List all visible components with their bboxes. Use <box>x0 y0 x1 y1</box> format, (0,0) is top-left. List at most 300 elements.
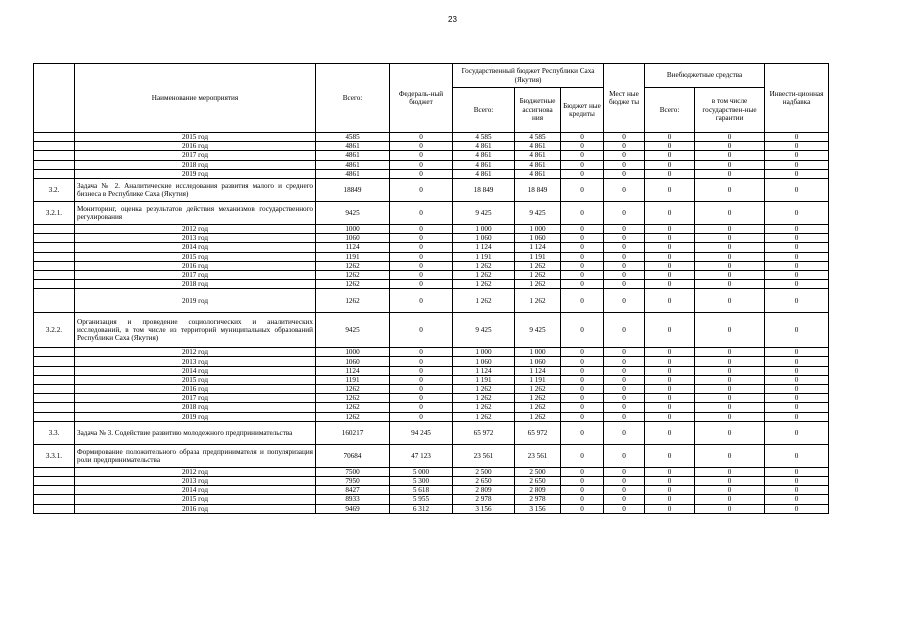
row-number <box>34 366 75 375</box>
cell-local: 0 <box>604 394 645 403</box>
cell-total: 1262 <box>316 261 390 270</box>
table-row <box>34 142 829 151</box>
cell-credits: 0 <box>561 160 604 169</box>
table-row <box>34 421 829 444</box>
cell-invest: 0 <box>765 467 829 476</box>
table-row <box>34 366 829 375</box>
cell-extra: 0 <box>645 403 695 412</box>
cell-local: 0 <box>604 467 645 476</box>
row-name: 2014 год <box>75 366 316 375</box>
cell-federal: 0 <box>390 385 453 394</box>
cell-local: 0 <box>604 421 645 444</box>
cell-credits: 0 <box>561 366 604 375</box>
cell-total: 1262 <box>316 412 390 421</box>
header-state-total: Всего: <box>453 88 515 133</box>
cell-guar: 0 <box>695 403 765 412</box>
cell-local: 0 <box>604 261 645 270</box>
cell-state: 3 156 <box>453 504 515 513</box>
cell-state: 4 861 <box>453 160 515 169</box>
cell-alloc: 2 500 <box>515 467 561 476</box>
cell-extra: 0 <box>645 467 695 476</box>
table-row <box>34 467 829 476</box>
cell-guar: 0 <box>695 486 765 495</box>
cell-state: 1 191 <box>453 375 515 384</box>
cell-local: 0 <box>604 313 645 348</box>
cell-alloc: 1 262 <box>515 385 561 394</box>
cell-credits: 0 <box>561 486 604 495</box>
cell-state: 1 060 <box>453 234 515 243</box>
cell-alloc: 2 978 <box>515 495 561 504</box>
cell-local: 0 <box>604 252 645 261</box>
cell-invest: 0 <box>765 403 829 412</box>
cell-extra: 0 <box>645 270 695 279</box>
cell-invest: 0 <box>765 280 829 289</box>
cell-state: 1 262 <box>453 280 515 289</box>
cell-state: 4 861 <box>453 169 515 178</box>
row-name: 2012 год <box>75 224 316 233</box>
cell-invest: 0 <box>765 142 829 151</box>
table-row <box>34 444 829 467</box>
cell-state: 1 000 <box>453 348 515 357</box>
cell-invest: 0 <box>765 348 829 357</box>
cell-invest: 0 <box>765 394 829 403</box>
cell-invest: 0 <box>765 385 829 394</box>
table-row <box>34 394 829 403</box>
cell-invest: 0 <box>765 476 829 485</box>
cell-total: 1262 <box>316 403 390 412</box>
table-row <box>34 234 829 243</box>
header-extra: Внебюджетные средства <box>645 64 765 88</box>
cell-state: 23 561 <box>453 444 515 467</box>
cell-invest: 0 <box>765 261 829 270</box>
cell-alloc: 9 425 <box>515 201 561 224</box>
cell-invest: 0 <box>765 421 829 444</box>
cell-local: 0 <box>604 486 645 495</box>
table-row <box>34 504 829 513</box>
cell-extra: 0 <box>645 252 695 261</box>
cell-total: 4861 <box>316 169 390 178</box>
cell-local: 0 <box>604 412 645 421</box>
cell-local: 0 <box>604 504 645 513</box>
cell-total: 18849 <box>316 178 390 201</box>
row-name: 2015 год <box>75 495 316 504</box>
row-name: Задача № 2. Аналитические исследования развития малого и среднего бизнеса в Республике Саха (Якутия) <box>75 178 316 201</box>
cell-guar: 0 <box>695 412 765 421</box>
cell-alloc: 9 425 <box>515 313 561 348</box>
cell-state: 2 500 <box>453 467 515 476</box>
cell-state: 1 262 <box>453 412 515 421</box>
table-row <box>34 151 829 160</box>
cell-total: 1060 <box>316 234 390 243</box>
cell-alloc: 18 849 <box>515 178 561 201</box>
cell-local: 0 <box>604 357 645 366</box>
cell-guar: 0 <box>695 151 765 160</box>
cell-extra: 0 <box>645 375 695 384</box>
table-row <box>34 357 829 366</box>
cell-state: 1 191 <box>453 252 515 261</box>
cell-total: 4585 <box>316 133 390 142</box>
table-row <box>34 476 829 485</box>
cell-local: 0 <box>604 178 645 201</box>
table-row <box>34 224 829 233</box>
cell-alloc: 23 561 <box>515 444 561 467</box>
header-state-allocations: Бюджетные ассигнова ния <box>515 88 561 133</box>
row-number <box>34 394 75 403</box>
cell-total: 1191 <box>316 252 390 261</box>
cell-invest: 0 <box>765 133 829 142</box>
cell-credits: 0 <box>561 243 604 252</box>
cell-total: 1191 <box>316 375 390 384</box>
cell-local: 0 <box>604 201 645 224</box>
cell-credits: 0 <box>561 348 604 357</box>
cell-alloc: 1 262 <box>515 403 561 412</box>
cell-alloc: 1 000 <box>515 348 561 357</box>
row-name: 2013 год <box>75 357 316 366</box>
row-name: 2016 год <box>75 504 316 513</box>
cell-federal: 0 <box>390 224 453 233</box>
cell-federal: 0 <box>390 252 453 261</box>
cell-federal: 0 <box>390 201 453 224</box>
cell-invest: 0 <box>765 201 829 224</box>
cell-federal: 0 <box>390 412 453 421</box>
cell-credits: 0 <box>561 385 604 394</box>
cell-invest: 0 <box>765 313 829 348</box>
row-name: Мониторинг, оценка результатов действия механизмов государственного регулирования <box>75 201 316 224</box>
cell-federal: 0 <box>390 280 453 289</box>
cell-guar: 0 <box>695 385 765 394</box>
cell-state: 1 262 <box>453 261 515 270</box>
cell-credits: 0 <box>561 504 604 513</box>
cell-credits: 0 <box>561 394 604 403</box>
cell-local: 0 <box>604 375 645 384</box>
cell-extra: 0 <box>645 357 695 366</box>
cell-local: 0 <box>604 224 645 233</box>
cell-credits: 0 <box>561 357 604 366</box>
cell-credits: 0 <box>561 444 604 467</box>
cell-total: 7950 <box>316 476 390 485</box>
cell-state: 2 978 <box>453 495 515 504</box>
cell-federal: 0 <box>390 142 453 151</box>
row-number: 3.3.1. <box>34 444 75 467</box>
cell-extra: 0 <box>645 261 695 270</box>
cell-federal: 0 <box>390 243 453 252</box>
cell-guar: 0 <box>695 178 765 201</box>
cell-extra: 0 <box>645 289 695 313</box>
cell-credits: 0 <box>561 178 604 201</box>
row-name: 2012 год <box>75 467 316 476</box>
cell-guar: 0 <box>695 160 765 169</box>
cell-federal: 0 <box>390 270 453 279</box>
cell-extra: 0 <box>645 178 695 201</box>
cell-federal: 94 245 <box>390 421 453 444</box>
table-row <box>34 486 829 495</box>
cell-state: 1 262 <box>453 394 515 403</box>
cell-alloc: 1 262 <box>515 412 561 421</box>
cell-credits: 0 <box>561 289 604 313</box>
cell-federal: 0 <box>390 348 453 357</box>
row-number <box>34 133 75 142</box>
row-number <box>34 169 75 178</box>
cell-local: 0 <box>604 403 645 412</box>
cell-extra: 0 <box>645 243 695 252</box>
cell-invest: 0 <box>765 151 829 160</box>
row-number <box>34 504 75 513</box>
cell-guar: 0 <box>695 201 765 224</box>
cell-guar: 0 <box>695 169 765 178</box>
cell-federal: 5 300 <box>390 476 453 485</box>
cell-credits: 0 <box>561 313 604 348</box>
cell-guar: 0 <box>695 142 765 151</box>
header-name: Наименование мероприятия <box>75 64 316 133</box>
cell-state: 9 425 <box>453 313 515 348</box>
cell-guar: 0 <box>695 234 765 243</box>
row-name: 2016 год <box>75 385 316 394</box>
cell-federal: 0 <box>390 375 453 384</box>
table-row <box>34 178 829 201</box>
cell-local: 0 <box>604 270 645 279</box>
table-row <box>34 280 829 289</box>
budget-table <box>33 63 829 514</box>
cell-guar: 0 <box>695 270 765 279</box>
cell-local: 0 <box>604 151 645 160</box>
row-name: 2014 год <box>75 243 316 252</box>
row-number <box>34 224 75 233</box>
cell-guar: 0 <box>695 495 765 504</box>
header-number <box>34 64 75 133</box>
cell-credits: 0 <box>561 375 604 384</box>
cell-extra: 0 <box>645 160 695 169</box>
cell-guar: 0 <box>695 133 765 142</box>
cell-credits: 0 <box>561 403 604 412</box>
cell-total: 1262 <box>316 270 390 279</box>
cell-credits: 0 <box>561 412 604 421</box>
cell-invest: 0 <box>765 243 829 252</box>
cell-credits: 0 <box>561 151 604 160</box>
cell-federal: 0 <box>390 357 453 366</box>
cell-state: 1 060 <box>453 357 515 366</box>
cell-federal: 0 <box>390 403 453 412</box>
cell-invest: 0 <box>765 178 829 201</box>
cell-state: 4 861 <box>453 151 515 160</box>
cell-total: 9425 <box>316 201 390 224</box>
cell-total: 1262 <box>316 394 390 403</box>
header-federal: Федераль-ный бюджет <box>390 64 453 133</box>
cell-total: 9469 <box>316 504 390 513</box>
cell-total: 4861 <box>316 160 390 169</box>
cell-guar: 0 <box>695 348 765 357</box>
cell-alloc: 4 861 <box>515 160 561 169</box>
table-row <box>34 495 829 504</box>
row-name: 2016 год <box>75 142 316 151</box>
cell-credits: 0 <box>561 234 604 243</box>
cell-federal: 5 955 <box>390 495 453 504</box>
cell-extra: 0 <box>645 421 695 444</box>
cell-guar: 0 <box>695 444 765 467</box>
cell-alloc: 4 861 <box>515 169 561 178</box>
cell-extra: 0 <box>645 486 695 495</box>
table-row <box>34 160 829 169</box>
cell-state: 9 425 <box>453 201 515 224</box>
cell-federal: 5 000 <box>390 467 453 476</box>
cell-alloc: 1 060 <box>515 357 561 366</box>
cell-federal: 6 312 <box>390 504 453 513</box>
table-row <box>34 289 829 313</box>
cell-credits: 0 <box>561 421 604 444</box>
header-state-credits: Бюджет ные кредиты <box>561 88 604 133</box>
row-number <box>34 160 75 169</box>
cell-state: 18 849 <box>453 178 515 201</box>
cell-invest: 0 <box>765 234 829 243</box>
row-number <box>34 467 75 476</box>
cell-credits: 0 <box>561 201 604 224</box>
table-body <box>34 133 829 514</box>
cell-credits: 0 <box>561 224 604 233</box>
cell-invest: 0 <box>765 289 829 313</box>
cell-extra: 0 <box>645 444 695 467</box>
cell-extra: 0 <box>645 504 695 513</box>
row-name: 2018 год <box>75 280 316 289</box>
cell-alloc: 4 861 <box>515 151 561 160</box>
cell-alloc: 1 262 <box>515 280 561 289</box>
row-number <box>34 348 75 357</box>
cell-federal: 0 <box>390 313 453 348</box>
row-number <box>34 243 75 252</box>
cell-total: 1124 <box>316 243 390 252</box>
row-name: 2017 год <box>75 270 316 279</box>
cell-alloc: 1 191 <box>515 252 561 261</box>
row-number <box>34 270 75 279</box>
cell-extra: 0 <box>645 201 695 224</box>
cell-total: 8933 <box>316 495 390 504</box>
cell-invest: 0 <box>765 495 829 504</box>
cell-total: 1000 <box>316 348 390 357</box>
cell-federal: 47 123 <box>390 444 453 467</box>
cell-total: 160217 <box>316 421 390 444</box>
cell-guar: 0 <box>695 243 765 252</box>
cell-local: 0 <box>604 385 645 394</box>
cell-extra: 0 <box>645 169 695 178</box>
table-row <box>34 412 829 421</box>
cell-state: 65 972 <box>453 421 515 444</box>
cell-alloc: 1 124 <box>515 243 561 252</box>
row-number <box>34 403 75 412</box>
cell-invest: 0 <box>765 169 829 178</box>
cell-state: 1 262 <box>453 403 515 412</box>
cell-federal: 0 <box>390 133 453 142</box>
cell-federal: 0 <box>390 178 453 201</box>
cell-extra: 0 <box>645 280 695 289</box>
table-row <box>34 385 829 394</box>
cell-local: 0 <box>604 243 645 252</box>
cell-total: 1124 <box>316 366 390 375</box>
cell-alloc: 1 191 <box>515 375 561 384</box>
cell-federal: 0 <box>390 160 453 169</box>
cell-state: 4 585 <box>453 133 515 142</box>
cell-invest: 0 <box>765 412 829 421</box>
cell-local: 0 <box>604 289 645 313</box>
cell-credits: 0 <box>561 142 604 151</box>
cell-total: 1262 <box>316 280 390 289</box>
row-name: 2012 год <box>75 348 316 357</box>
cell-total: 1262 <box>316 289 390 313</box>
cell-state: 2 809 <box>453 486 515 495</box>
row-name: 2013 год <box>75 234 316 243</box>
row-name: 2017 год <box>75 394 316 403</box>
cell-federal: 5 618 <box>390 486 453 495</box>
table-row <box>34 348 829 357</box>
cell-extra: 0 <box>645 151 695 160</box>
row-number <box>34 142 75 151</box>
row-name: 2019 год <box>75 412 316 421</box>
cell-guar: 0 <box>695 252 765 261</box>
row-number <box>34 412 75 421</box>
row-number <box>34 495 75 504</box>
cell-guar: 0 <box>695 476 765 485</box>
cell-state: 2 650 <box>453 476 515 485</box>
table-row <box>34 252 829 261</box>
row-number <box>34 234 75 243</box>
cell-federal: 0 <box>390 261 453 270</box>
cell-total: 1000 <box>316 224 390 233</box>
cell-invest: 0 <box>765 486 829 495</box>
cell-extra: 0 <box>645 394 695 403</box>
cell-local: 0 <box>604 444 645 467</box>
header-investment: Инвести-ционная надбавка <box>765 64 829 133</box>
cell-alloc: 4 861 <box>515 142 561 151</box>
row-name: Формирование положительного образа предпринимателя и популяризация роли предпринимательства <box>75 444 316 467</box>
cell-total: 9425 <box>316 313 390 348</box>
cell-total: 1060 <box>316 357 390 366</box>
cell-extra: 0 <box>645 142 695 151</box>
row-number <box>34 280 75 289</box>
cell-guar: 0 <box>695 357 765 366</box>
cell-guar: 0 <box>695 375 765 384</box>
cell-guar: 0 <box>695 421 765 444</box>
cell-invest: 0 <box>765 160 829 169</box>
header-row-1 <box>34 64 829 88</box>
cell-state: 1 124 <box>453 366 515 375</box>
cell-alloc: 1 060 <box>515 234 561 243</box>
cell-alloc: 65 972 <box>515 421 561 444</box>
table-row <box>34 133 829 142</box>
cell-extra: 0 <box>645 224 695 233</box>
row-number <box>34 261 75 270</box>
cell-credits: 0 <box>561 495 604 504</box>
row-name: 2013 год <box>75 476 316 485</box>
cell-extra: 0 <box>645 234 695 243</box>
cell-total: 70684 <box>316 444 390 467</box>
cell-state: 1 124 <box>453 243 515 252</box>
cell-guar: 0 <box>695 467 765 476</box>
cell-total: 8427 <box>316 486 390 495</box>
row-number <box>34 151 75 160</box>
cell-extra: 0 <box>645 133 695 142</box>
cell-local: 0 <box>604 142 645 151</box>
row-name: 2015 год <box>75 375 316 384</box>
cell-guar: 0 <box>695 394 765 403</box>
row-number: 3.2.2. <box>34 313 75 348</box>
header-extra-guarantees: в том числе государствен-ные гарантии <box>695 88 765 133</box>
cell-invest: 0 <box>765 270 829 279</box>
cell-extra: 0 <box>645 385 695 394</box>
cell-local: 0 <box>604 234 645 243</box>
cell-local: 0 <box>604 348 645 357</box>
cell-extra: 0 <box>645 412 695 421</box>
cell-alloc: 1 262 <box>515 289 561 313</box>
cell-total: 4861 <box>316 151 390 160</box>
row-number <box>34 289 75 313</box>
row-name: 2014 год <box>75 486 316 495</box>
